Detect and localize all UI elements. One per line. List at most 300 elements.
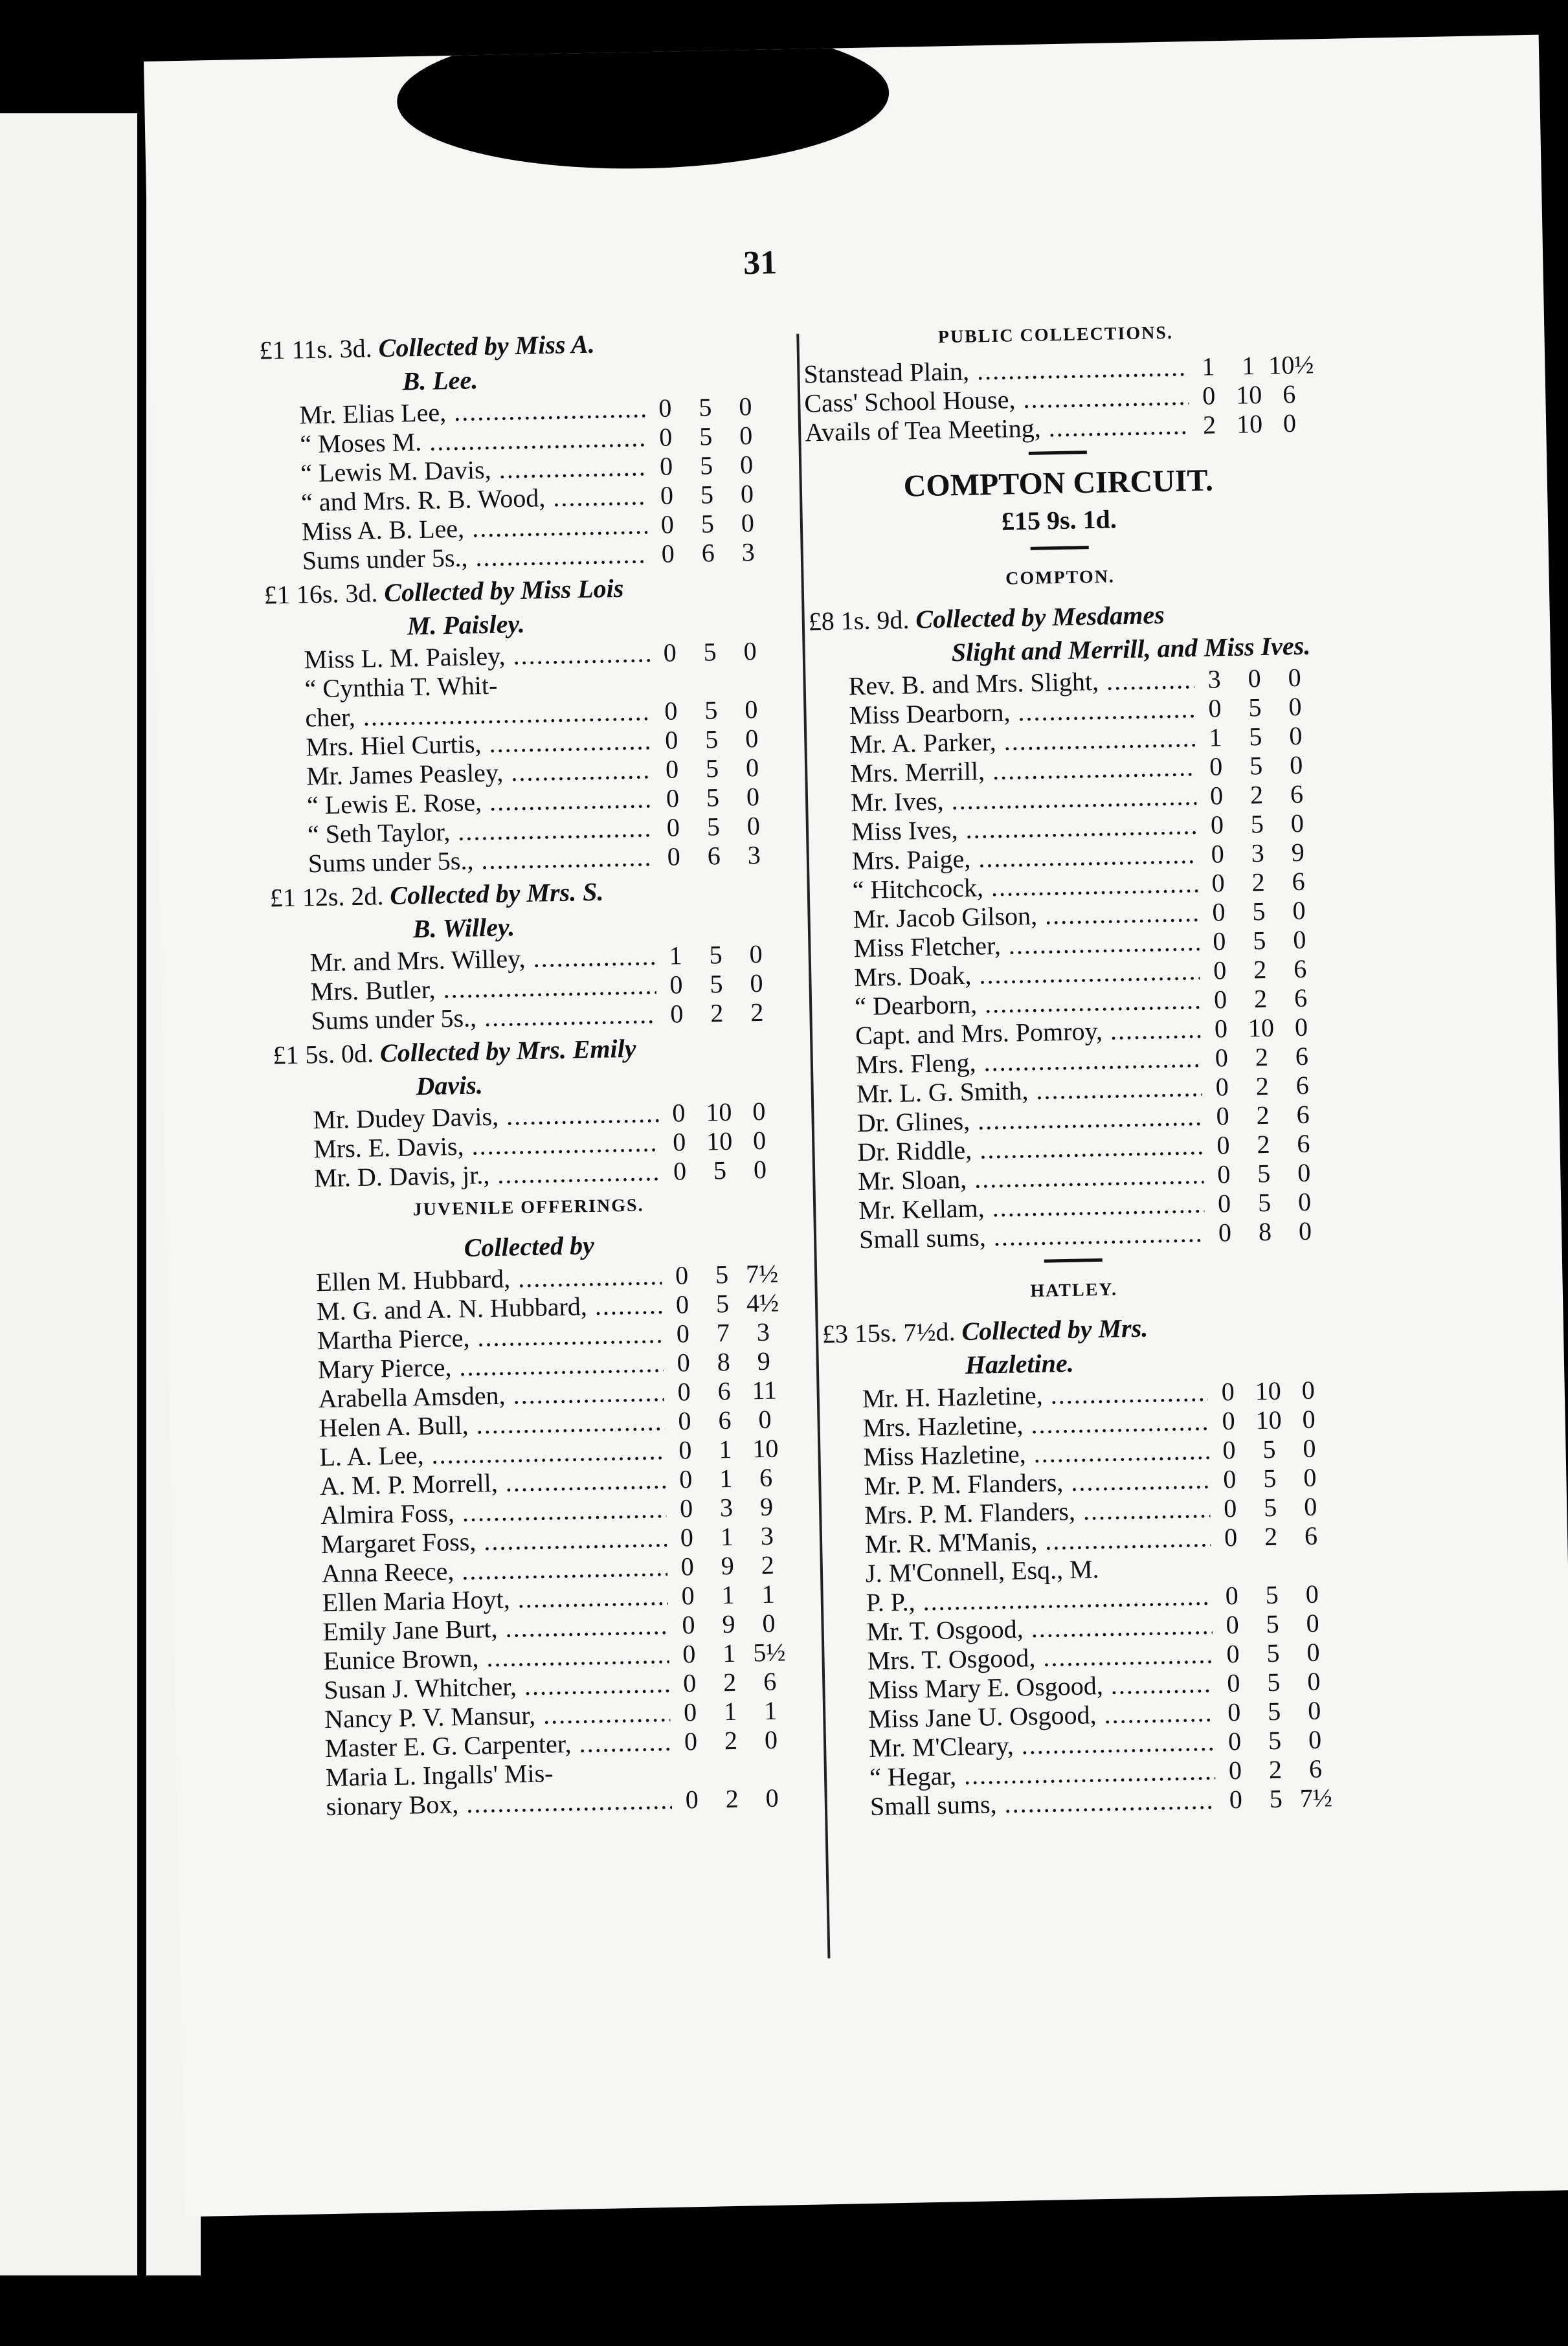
shillings-value: 5 xyxy=(1266,1638,1280,1668)
pence-value: 6 xyxy=(1296,1128,1310,1159)
shillings-value: 3 xyxy=(719,1492,734,1523)
donor-name: Mrs. Paige, ..... xyxy=(851,840,1198,875)
donor-name: Anna Reece, ..... xyxy=(321,1552,667,1588)
shillings-value: 6 xyxy=(701,538,715,568)
shillings-value xyxy=(1251,1550,1292,1580)
pence-value: 6 xyxy=(763,1666,777,1697)
pence-value: 0 xyxy=(762,1608,776,1638)
donor-name: “ Seth Taylor, ..... xyxy=(308,813,654,849)
pounds-value: 0 xyxy=(664,696,678,726)
shillings-value: 7 xyxy=(716,1317,730,1348)
pence-value: 0 xyxy=(739,450,754,480)
shillings-value: 10 xyxy=(1255,1405,1282,1435)
donor-name: Mrs. P. M. Flanders, ..... xyxy=(864,1494,1211,1530)
collector-name-cont: M. Paisley. xyxy=(407,609,526,641)
shillings-value: 5 xyxy=(704,695,718,725)
pounds-value: 0 xyxy=(1221,1377,1235,1407)
pence-value: 0 xyxy=(758,1404,772,1435)
pence-value: 0 xyxy=(743,636,757,666)
rule-line xyxy=(1029,451,1087,455)
pounds-value xyxy=(1211,1552,1252,1581)
pence-value xyxy=(1291,1550,1332,1580)
shillings-value xyxy=(711,1754,752,1784)
donor-name: Martha Pierce, ..... xyxy=(317,1319,664,1355)
circuit-total: £15 9s. 1d. xyxy=(1001,504,1117,536)
pence-value: 0 xyxy=(1298,1216,1312,1246)
pounds-value: 0 xyxy=(1202,381,1216,410)
pounds-value: 0 xyxy=(680,1552,695,1581)
pounds-value: 0 xyxy=(1224,1522,1238,1552)
shillings-value: 5 xyxy=(1248,693,1262,722)
pence-value: 6 xyxy=(1295,1041,1309,1071)
shillings-value: 5 xyxy=(699,421,713,451)
collection-amount: £8 1s. 9d. xyxy=(808,605,916,636)
pounds-value: 0 xyxy=(1212,897,1226,927)
page-number: 31 xyxy=(743,244,778,282)
shillings-value: 5 xyxy=(715,1260,729,1290)
pence-value: 0 xyxy=(1294,1012,1308,1042)
pence-value: 0 xyxy=(1308,1725,1322,1754)
collector-name: Collected by Mesdames xyxy=(915,599,1165,634)
pounds-value: 0 xyxy=(677,1348,691,1378)
shillings-value: 5 xyxy=(1257,1187,1271,1218)
pence-value: 5½ xyxy=(752,1637,786,1668)
shillings-value xyxy=(690,666,731,696)
collection-amount: £1 11s. 3d. xyxy=(259,333,379,365)
pence-value: 0 xyxy=(746,810,761,841)
pounds-value: 0 xyxy=(671,1098,686,1128)
donor-name: Mr. Ives, ..... xyxy=(851,781,1197,817)
donor-name: Sums under 5s., ..... xyxy=(302,539,648,575)
shillings-value: 9 xyxy=(722,1609,735,1639)
collector-name-cont: B. Willey. xyxy=(412,912,515,944)
shillings-value: 0 xyxy=(1248,664,1262,693)
donor-name: Miss Hazletine, ..... xyxy=(863,1436,1209,1471)
rule-line xyxy=(1031,546,1089,550)
pounds-value: 0 xyxy=(1226,1668,1240,1698)
collection-amount: £1 16s. 3d. xyxy=(263,578,385,610)
donor-name: Maria L. Ingalls' Mis- xyxy=(325,1758,554,1793)
donor-name: Mr. A. Parker, ..... xyxy=(849,723,1196,759)
rule-line xyxy=(1044,1258,1103,1263)
shillings-value: 5 xyxy=(1266,1667,1281,1697)
shillings-value: 5 xyxy=(1262,1434,1276,1464)
donor-name: Mary Pierce, ..... xyxy=(317,1348,664,1384)
pounds-value: 0 xyxy=(1222,1435,1236,1465)
pence-value: 0 xyxy=(1303,1462,1317,1493)
donor-name: Miss Dearborn, ..... xyxy=(849,694,1195,730)
pounds-value xyxy=(671,1756,711,1785)
donor-name: Rev. B. and Mrs. Slight, ..... xyxy=(848,665,1194,700)
pounds-value: 0 xyxy=(660,480,674,510)
collector-name: Collected by Mrs. xyxy=(961,1313,1148,1346)
pence-value: 6 xyxy=(1290,779,1304,809)
pounds-value: 0 xyxy=(660,509,675,539)
donor-name: “ and Mrs. R. B. Wood, ..... xyxy=(301,481,647,517)
shillings-value: 10 xyxy=(1236,408,1263,439)
shillings-value: 6 xyxy=(718,1405,732,1435)
pounds-value: 0 xyxy=(1211,839,1225,869)
pounds-value: 2 xyxy=(1202,410,1216,440)
pounds-value: 0 xyxy=(658,393,672,423)
pence-value: 0 xyxy=(1301,1375,1316,1405)
donor-name: Miss A. B. Lee, ..... xyxy=(302,510,648,546)
pounds-value: 0 xyxy=(684,1726,698,1756)
shillings-value: 8 xyxy=(1258,1216,1272,1247)
pence-value: 10½ xyxy=(1268,350,1314,380)
pounds-value: 0 xyxy=(672,1127,686,1157)
pounds-value: 0 xyxy=(685,1785,699,1815)
pence-value: 0 xyxy=(745,752,759,783)
pence-value: 0 xyxy=(752,1096,766,1126)
pounds-value: 0 xyxy=(1214,1014,1228,1044)
pence-value: 0 xyxy=(765,1783,779,1813)
shillings-value: 5 xyxy=(1252,925,1266,955)
pounds-value: 0 xyxy=(658,422,673,452)
section-heading: PUBLIC COLLECTIONS. xyxy=(937,322,1174,348)
shillings-value: 5 xyxy=(700,480,714,509)
donor-name: Arabella Amsden, ..... xyxy=(318,1378,664,1413)
donor-name: Mr. R. M'Manis, ..... xyxy=(865,1523,1211,1559)
pounds-value: 0 xyxy=(664,725,678,755)
pence-value: 3 xyxy=(747,840,761,870)
pounds-value: 0 xyxy=(683,1697,697,1727)
collection-amount: £1 12s. 2d. xyxy=(269,880,390,913)
donor-name: Mr. Jacob Gilson, ..... xyxy=(853,898,1199,933)
donor-name: Emily Jane Burt, ..... xyxy=(322,1611,669,1646)
pounds-value: 0 xyxy=(669,970,683,1000)
pence-value: 0 xyxy=(1290,808,1305,838)
pence-value: 0 xyxy=(745,723,759,754)
shillings-value: 5 xyxy=(699,451,713,480)
pounds-value: 0 xyxy=(663,638,677,667)
pounds-value: 0 xyxy=(666,783,680,813)
shillings-value: 8 xyxy=(717,1346,731,1377)
pence-value: 0 xyxy=(1306,1608,1320,1638)
donor-name: Mr. M'Cleary, ..... xyxy=(869,1727,1215,1763)
pounds-value: 0 xyxy=(1213,955,1227,985)
donor-name: sionary Box, ..... xyxy=(326,1785,672,1821)
pounds-value: 0 xyxy=(669,999,684,1029)
pounds-value xyxy=(650,667,691,697)
pence-value: 6 xyxy=(1294,983,1308,1013)
shillings-value: 10 xyxy=(706,1126,733,1156)
shillings-value: 2 xyxy=(1264,1521,1278,1552)
donor-name: Master E. G. Carpenter, ..... xyxy=(325,1727,671,1763)
shillings-value: 5 xyxy=(705,754,719,783)
pence-value xyxy=(751,1754,792,1783)
pence-value: 6 xyxy=(1304,1521,1318,1550)
shillings-value: 1 xyxy=(718,1434,732,1464)
pounds-value: 0 xyxy=(661,539,675,568)
shillings-value: 5 xyxy=(706,812,721,842)
collector-name-cont: Slight and Merrill, and Miss Ives. xyxy=(951,631,1311,667)
donor-name: Mrs. Fleng, ..... xyxy=(856,1044,1202,1079)
pounds-value: 0 xyxy=(1227,1697,1241,1727)
donor-name: Mrs. Hazletine, ..... xyxy=(862,1407,1209,1442)
pounds-value: 0 xyxy=(682,1610,695,1640)
pence-value xyxy=(730,665,771,695)
shillings-value: 1 xyxy=(721,1580,735,1610)
pence-value: 0 xyxy=(1306,1666,1321,1696)
collection-heading xyxy=(259,324,765,401)
shillings-value: 5 xyxy=(698,392,712,422)
pounds-value: 1 xyxy=(669,941,683,970)
pence-value: 2 xyxy=(750,997,764,1027)
pounds-value: 0 xyxy=(1225,1580,1239,1611)
shillings-value: 6 xyxy=(717,1376,732,1406)
pence-value: 9 xyxy=(1291,837,1305,867)
donor-name: Mr. P. M. Flanders, ..... xyxy=(864,1465,1210,1501)
shillings-value: 10 xyxy=(1235,379,1262,410)
right-column xyxy=(803,311,1336,1822)
shillings-value: 2 xyxy=(1268,1754,1282,1785)
pence-value: 7½ xyxy=(1299,1783,1333,1813)
pounds-value: 0 xyxy=(1209,781,1224,810)
pounds-value: 0 xyxy=(1216,1101,1230,1131)
donor-name: Nancy P. V. Mansur, ..... xyxy=(324,1698,671,1734)
shillings-value: 1 xyxy=(720,1521,734,1552)
pounds-value: 0 xyxy=(1212,926,1226,956)
shillings-value: 2 xyxy=(724,1725,738,1756)
shillings-value: 2 xyxy=(1255,1042,1269,1072)
pence-value: 0 xyxy=(749,939,763,969)
pounds-value: 0 xyxy=(1218,1218,1232,1247)
pence-value: 3 xyxy=(741,537,756,567)
pence-value: 0 xyxy=(1297,1157,1311,1188)
collector-name: Collected by Miss A. xyxy=(378,329,596,363)
shillings-value: 2 xyxy=(1256,1100,1270,1130)
pounds-value: 3 xyxy=(1207,664,1222,694)
pence-value: 10 xyxy=(752,1433,779,1464)
donor-name: Susan J. Whitcher, ..... xyxy=(324,1669,670,1704)
donor-name: Miss Jane U. Osgood, ..... xyxy=(868,1698,1215,1734)
donor-name: Avails of Tea Meeting, ..... xyxy=(805,410,1190,447)
donor-name: Mr. Elias Lee, ..... xyxy=(299,394,645,429)
section-heading: COMPTON. xyxy=(1005,566,1115,589)
pounds-value: 1 xyxy=(1201,352,1215,381)
pounds-value: 0 xyxy=(1222,1464,1237,1494)
donor-name: Ellen M. Hubbard, ..... xyxy=(316,1261,662,1297)
donor-name: Cass' School House, ..... xyxy=(804,381,1189,418)
pence-value: 6 xyxy=(1282,379,1296,409)
pence-value: 6 xyxy=(1296,1099,1310,1130)
pence-value: 0 xyxy=(1303,1491,1317,1522)
collector-name: Collected by Miss Lois xyxy=(383,573,624,608)
pounds-value: 0 xyxy=(678,1406,691,1436)
shillings-value: 2 xyxy=(1249,780,1264,810)
pounds-value: 0 xyxy=(659,451,673,481)
donor-name: “ Hitchcock, ..... xyxy=(852,869,1198,904)
donor-name: Mrs. Merrill, ..... xyxy=(850,752,1196,788)
pounds-value: 0 xyxy=(1217,1189,1231,1218)
pounds-value: 0 xyxy=(1208,693,1222,723)
pence-value: 3 xyxy=(756,1317,770,1347)
donor-name: “ Hegar, ..... xyxy=(869,1756,1216,1792)
pence-value: 0 xyxy=(744,694,758,724)
shillings-value: 5 xyxy=(1267,1696,1281,1726)
pence-value: 0 xyxy=(753,1154,767,1185)
donor-name: Stanstead Plain, ..... xyxy=(803,352,1189,388)
donor-name: Dr. Glines, ..... xyxy=(857,1102,1203,1137)
shillings-value: 5 xyxy=(709,940,723,970)
pounds-value: 0 xyxy=(676,1319,690,1348)
pounds-value: 0 xyxy=(678,1435,692,1465)
pounds-value: 0 xyxy=(680,1523,694,1552)
pounds-value: 0 xyxy=(1211,868,1226,898)
shillings-value: 5 xyxy=(1266,1609,1280,1639)
collection-heading xyxy=(273,1029,779,1106)
pounds-value: 0 xyxy=(667,842,681,871)
pounds-value: 0 xyxy=(679,1493,693,1523)
donor-name: Mrs. Doak, ..... xyxy=(854,956,1200,992)
donor-name: Small sums, ..... xyxy=(859,1218,1205,1254)
shillings-value: 2 xyxy=(1253,954,1267,985)
shillings-value: 10 xyxy=(705,1097,732,1127)
donor-name: Capt. and Mrs. Pomroy, ..... xyxy=(855,1014,1202,1050)
pounds-value: 0 xyxy=(681,1581,695,1611)
pounds-value: 0 xyxy=(1227,1726,1242,1756)
shillings-value: 5 xyxy=(1265,1580,1279,1610)
shillings-value: 10 xyxy=(1255,1376,1282,1406)
pence-value: 0 xyxy=(1297,1187,1312,1217)
pounds-value: 0 xyxy=(1223,1493,1237,1523)
pence-value: 1 xyxy=(761,1579,776,1609)
pounds-value: 0 xyxy=(1213,985,1227,1014)
section-subheading: Collected by xyxy=(464,1230,595,1262)
shillings-value: 2 xyxy=(1255,1071,1270,1101)
shillings-value: 5 xyxy=(703,637,717,667)
collector-name-cont: Hazletine. xyxy=(965,1348,1075,1380)
pence-value: 0 xyxy=(1302,1404,1316,1435)
shillings-value: 9 xyxy=(721,1550,735,1581)
pounds-value: 0 xyxy=(677,1377,691,1407)
pounds-value: 0 xyxy=(673,1156,687,1186)
shillings-value: 5 xyxy=(715,1289,730,1319)
donor-name: Mr. Dudey Davis, ..... xyxy=(313,1099,659,1134)
pence-value: 6 xyxy=(759,1462,773,1493)
pounds-value: 0 xyxy=(1209,752,1223,781)
pence-value: 4½ xyxy=(746,1288,779,1318)
pence-value: 2 xyxy=(761,1550,775,1580)
donor-name: “ Dearborn, ..... xyxy=(855,985,1201,1021)
pence-value: 0 xyxy=(740,479,754,509)
pounds-value: 0 xyxy=(682,1639,696,1669)
shillings-value: 5 xyxy=(1249,751,1263,781)
shillings-value: 3 xyxy=(1251,838,1265,868)
donor-name: Helen A. Bull, ..... xyxy=(319,1407,665,1442)
pounds-value: 0 xyxy=(1229,1784,1243,1815)
pence-value: 0 xyxy=(1282,408,1297,438)
pounds-value: 0 xyxy=(1216,1130,1230,1160)
pounds-value: 0 xyxy=(666,812,680,842)
shillings-value: 2 xyxy=(710,998,724,1028)
ledger-page xyxy=(144,35,1568,2217)
pence-value: 6 xyxy=(1293,954,1307,984)
donor-name: “ Cynthia T. Whit- xyxy=(304,670,498,704)
donor-name: A. M. P. Morrell, ..... xyxy=(320,1465,666,1501)
donor-name: Mr. D. Davis, jr., ..... xyxy=(314,1157,660,1192)
pounds-value: 0 xyxy=(1215,1072,1229,1102)
collector-name: Collected by Mrs. S. xyxy=(389,877,604,910)
shillings-value: 2 xyxy=(722,1667,737,1697)
donor-name: Mr. H. Hazletine, ..... xyxy=(862,1378,1208,1413)
collection-heading xyxy=(808,595,1314,672)
pence-value: 0 xyxy=(739,421,753,451)
pence-value: 0 xyxy=(1288,691,1302,722)
donor-name: Mrs. Butler, ..... xyxy=(310,970,656,1006)
pounds-value: 0 xyxy=(665,754,679,784)
collection-heading xyxy=(263,569,770,646)
donor-name: Miss Ives, ..... xyxy=(851,810,1198,846)
pounds-value: 0 xyxy=(675,1290,689,1319)
pence-value: 0 xyxy=(741,508,755,538)
shillings-value: 5 xyxy=(706,783,720,812)
donor-name: Miss Mary E. Osgood, ..... xyxy=(868,1669,1214,1704)
donor-name: Sums under 5s., ..... xyxy=(308,842,654,878)
pence-value: 0 xyxy=(1292,895,1306,926)
donor-name: Mr. Kellam, ..... xyxy=(858,1189,1205,1225)
pence-value: 1 xyxy=(763,1695,778,1726)
pence-value: 0 xyxy=(1305,1579,1319,1609)
pence-value: 11 xyxy=(751,1375,778,1405)
donor-name: Almira Foss, ..... xyxy=(320,1494,667,1530)
collector-name-cont: B. Lee. xyxy=(402,365,478,396)
shillings-value: 1 xyxy=(1241,351,1255,381)
shillings-value: 5 xyxy=(1248,722,1262,752)
collector-name-cont: Davis. xyxy=(416,1070,484,1101)
pence-value: 9 xyxy=(759,1491,774,1522)
pounds-value: 0 xyxy=(1222,1406,1236,1436)
donor-name: Mr. James Peasley, ..... xyxy=(306,755,653,790)
collection-heading xyxy=(822,1308,1328,1385)
donor-name: P. P., ..... xyxy=(866,1581,1212,1617)
collector-name: Collected by Mrs. Emily xyxy=(379,1033,636,1068)
pounds-value: 0 xyxy=(1226,1609,1240,1640)
collection-heading xyxy=(269,872,776,949)
shillings-value: 1 xyxy=(723,1696,737,1726)
pounds-value: 0 xyxy=(1216,1159,1231,1189)
donor-name: Mrs. Hiel Curtis, ..... xyxy=(306,726,652,761)
shillings-value: 5 xyxy=(704,724,719,754)
donor-name: Mr. and Mrs. Willey, ..... xyxy=(309,941,656,977)
pounds-value: 0 xyxy=(675,1260,689,1290)
pounds-value: 0 xyxy=(1226,1638,1240,1669)
pence-value: 3 xyxy=(760,1521,774,1551)
donor-name: Small sums, ..... xyxy=(870,1785,1216,1821)
shillings-value: 5 xyxy=(713,1156,727,1185)
donor-name: Eunice Brown, ..... xyxy=(323,1640,669,1675)
donor-name: “ Lewis E. Rose, ..... xyxy=(307,784,653,820)
shillings-value: 5 xyxy=(1250,809,1264,839)
circuit-title: COMPTON CIRCUIT. xyxy=(903,463,1214,504)
pence-value: 7½ xyxy=(745,1258,779,1289)
collection-amount: £1 5s. 0d. xyxy=(273,1038,381,1070)
pence-value: 0 xyxy=(1288,721,1303,751)
pence-value: 9 xyxy=(757,1346,771,1376)
pence-value: 0 xyxy=(746,781,760,812)
donor-name: Dr. Riddle, ..... xyxy=(857,1131,1204,1167)
shillings-value: 5 xyxy=(1262,1463,1277,1493)
pounds-value: 0 xyxy=(678,1464,693,1494)
section-heading: JUVENILE OFFERINGS. xyxy=(412,1195,644,1220)
shillings-value: 5 xyxy=(1268,1725,1282,1756)
shillings-value: 5 xyxy=(1263,1492,1277,1523)
pounds-value: 0 xyxy=(1228,1755,1242,1785)
donor-name: “ Moses M. ..... xyxy=(300,423,646,458)
donor-name: Mr. L. G. Smith, ..... xyxy=(856,1073,1202,1108)
donor-name: “ Lewis M. Davis, ..... xyxy=(300,452,647,487)
